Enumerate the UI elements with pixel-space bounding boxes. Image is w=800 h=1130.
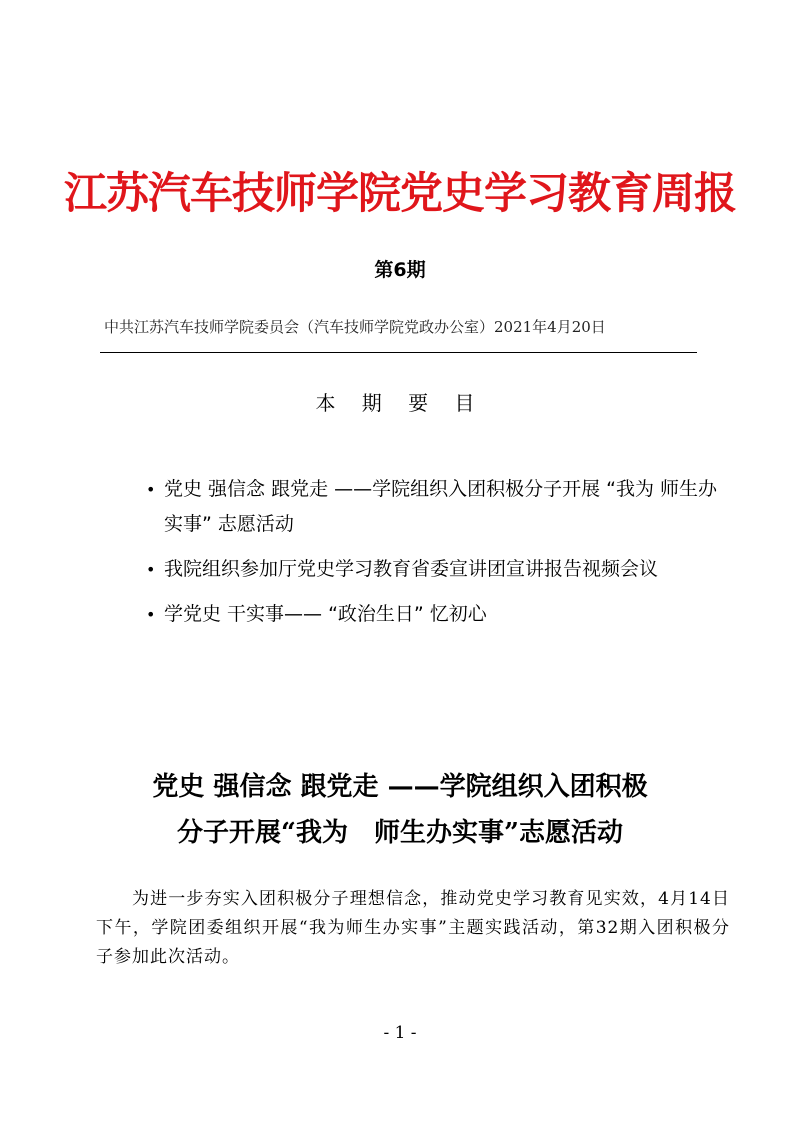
bullet-icon: • [146, 605, 156, 624]
toc-item[interactable] [146, 472, 736, 542]
toc-list [146, 472, 736, 642]
article-title [90, 764, 710, 856]
publisher-line: 中共江苏汽车技师学院委员会（汽车技师学院党政办公室）2021年4月20日 [104, 318, 606, 336]
page-number: - 1 - [383, 1023, 417, 1043]
article-title-line: 分子开展“我为 师生办实事”志愿活动 [177, 818, 623, 848]
masthead-title: 江苏汽车技师学院党史学习教育周报 [64, 169, 736, 219]
bullet-icon: • [146, 560, 156, 579]
toc-item[interactable] [146, 597, 736, 632]
issue-number: 第6期 [374, 259, 426, 281]
article-body: 为进一步夯实入团积极分子理想信念，推动党史学习教育见实效，4月14日下午，学院团委组织开展“我为师生办实事”主题实践活动，第32期入团积极分子参加此次活动。 [96, 889, 730, 967]
toc-item-label: 学党史 干实事—— “政治生日” 忆初心 [164, 603, 487, 625]
header-divider [100, 352, 697, 353]
toc-item-label: 党史 强信念 跟党走 ——学院组织入团积极分子开展 “我为 师生办实事” 志愿活动 [164, 478, 718, 535]
toc-item[interactable] [146, 552, 736, 587]
toc-item-label: 我院组织参加厅党史学习教育省委宣讲团宣讲报告视频会议 [164, 558, 659, 580]
article-title-line: 党史 强信念 跟党走 ——学院组织入团积极 [152, 772, 648, 802]
bullet-icon: • [146, 480, 156, 499]
toc-heading: 本 期 要 目 [315, 391, 485, 415]
